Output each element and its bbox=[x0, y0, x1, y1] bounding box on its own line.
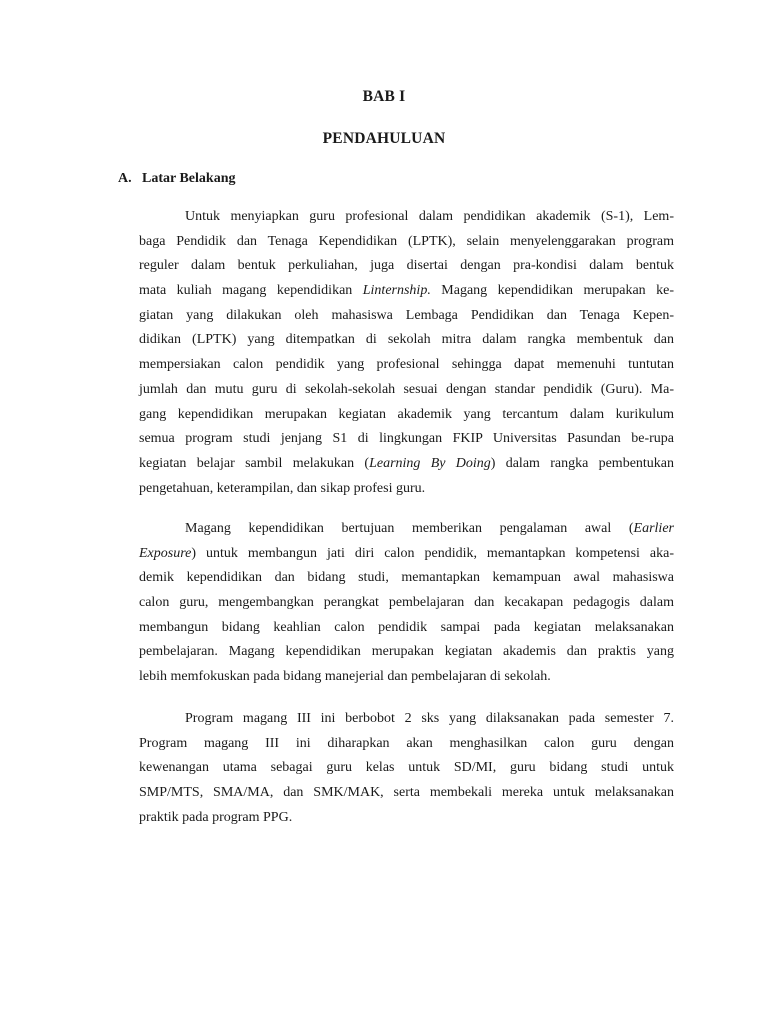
text-segment: reguler dalam bentuk perkuliahan, juga disertai dengan pra-kondisi dalam bentuk bbox=[139, 258, 674, 274]
chapter-title: PENDAHULUAN bbox=[322, 130, 446, 147]
paragraph-2 bbox=[139, 517, 674, 690]
text-segment: jumlah dan mutu guru di sekolah-sekolah sesuai dengan standar pendidik (Guru). Ma- bbox=[139, 381, 674, 397]
text-line bbox=[139, 707, 674, 732]
text-segment: Magang kependidikan bertujuan memberikan pengalaman awal ( bbox=[185, 521, 634, 536]
text-segment: didikan (LPTK) yang ditempatkan di sekolah mitra dalam rangka membentuk dan bbox=[139, 332, 674, 348]
section-letter: A. bbox=[118, 171, 132, 186]
text-segment: mempersiakan calon pendidik yang profesional sehingga dapat memenuhi tuntutan bbox=[139, 357, 674, 373]
text-line bbox=[139, 665, 674, 690]
text-line bbox=[139, 756, 674, 781]
text-segment: lebih memfokuskan pada bidang manejerial dan pembelajaran di sekolah. bbox=[139, 669, 551, 685]
italic-text: Linternship. bbox=[362, 283, 431, 299]
text-line bbox=[139, 616, 674, 641]
text-segment: pembelajaran. Magang kependidikan merupakan kegiatan akademis dan praktis yang bbox=[139, 644, 674, 660]
text-line bbox=[139, 732, 674, 757]
text-segment: ) dalam rangka pembentukan bbox=[490, 455, 675, 471]
text-segment: Program magang III ini diharapkan akan menghasilkan calon guru dengan bbox=[139, 735, 674, 751]
text-segment: semua program studi jenjang S1 di lingkungan FKIP Universitas Pasundan be-rupa bbox=[139, 431, 674, 447]
text-line bbox=[139, 566, 674, 591]
text-segment: membangun bidang keahlian calon pendidik sampai pada kegiatan melaksanakan bbox=[139, 619, 674, 635]
text-line bbox=[139, 230, 674, 255]
text-segment: calon guru, mengembangkan perangkat pembelajaran dan kecakapan pedagogis dalam bbox=[139, 595, 674, 611]
section-heading bbox=[118, 171, 235, 187]
text-line bbox=[139, 781, 674, 806]
text-line bbox=[139, 477, 674, 502]
text-line bbox=[139, 304, 674, 329]
chapter-number: BAB I bbox=[362, 88, 406, 105]
text-segment: kewenangan utama sebagai guru kelas untuk SD/MI, guru bidang studi untuk bbox=[139, 760, 674, 776]
text-segment: mata kuliah magang kependidikan bbox=[139, 283, 363, 299]
text-segment: gang kependidikan merupakan kegiatan akademik yang tercantum dalam kurikulum bbox=[139, 406, 674, 422]
text-line bbox=[139, 542, 674, 567]
italic-text: Learning By Doing bbox=[369, 455, 491, 471]
text-segment: kegiatan belajar sambil melakukan ( bbox=[139, 455, 370, 471]
text-line bbox=[139, 378, 674, 403]
text-line bbox=[139, 353, 674, 378]
italic-text: Earlier bbox=[633, 521, 674, 536]
paragraph-1 bbox=[139, 205, 674, 501]
text-segment: Magang kependidikan merupakan ke- bbox=[430, 283, 674, 299]
text-segment: SMP/MTS, SMA/MA, dan SMK/MAK, serta membekali mereka untuk melaksanakan bbox=[139, 785, 674, 801]
text-line bbox=[139, 328, 674, 353]
text-line bbox=[139, 640, 674, 665]
paragraph-3 bbox=[139, 707, 674, 830]
text-line bbox=[139, 205, 674, 230]
section-title: Latar Belakang bbox=[142, 171, 236, 186]
text-segment: Untuk menyiapkan guru profesional dalam pendidikan akademik (S-1), Lem- bbox=[185, 209, 674, 224]
text-segment: demik kependidikan dan bidang studi, memantapkan kemampuan awal mahasiswa bbox=[139, 570, 674, 586]
text-line bbox=[139, 591, 674, 616]
text-line bbox=[139, 254, 674, 279]
text-line bbox=[139, 452, 674, 477]
italic-text: Exposure bbox=[139, 545, 192, 561]
text-line bbox=[139, 403, 674, 428]
text-line bbox=[139, 806, 674, 831]
text-segment: baga Pendidik dan Tenaga Kependidikan (LPTK), selain menyelenggarakan program bbox=[139, 233, 674, 249]
text-segment: ) untuk membangun jati diri calon pendidik, memantapkan kompetensi aka- bbox=[191, 545, 674, 561]
text-line bbox=[139, 427, 674, 452]
text-line bbox=[139, 279, 674, 304]
text-line bbox=[139, 517, 674, 542]
text-segment: Program magang III ini berbobot 2 sks yang dilaksanakan pada semester 7. bbox=[185, 711, 674, 726]
text-segment: pengetahuan, keterampilan, dan sikap profesi guru. bbox=[139, 480, 426, 496]
text-segment: praktik pada program PPG. bbox=[139, 809, 293, 825]
text-segment: giatan yang dilakukan oleh mahasiswa Lembaga Pendidikan dan Tenaga Kepen- bbox=[139, 307, 674, 323]
